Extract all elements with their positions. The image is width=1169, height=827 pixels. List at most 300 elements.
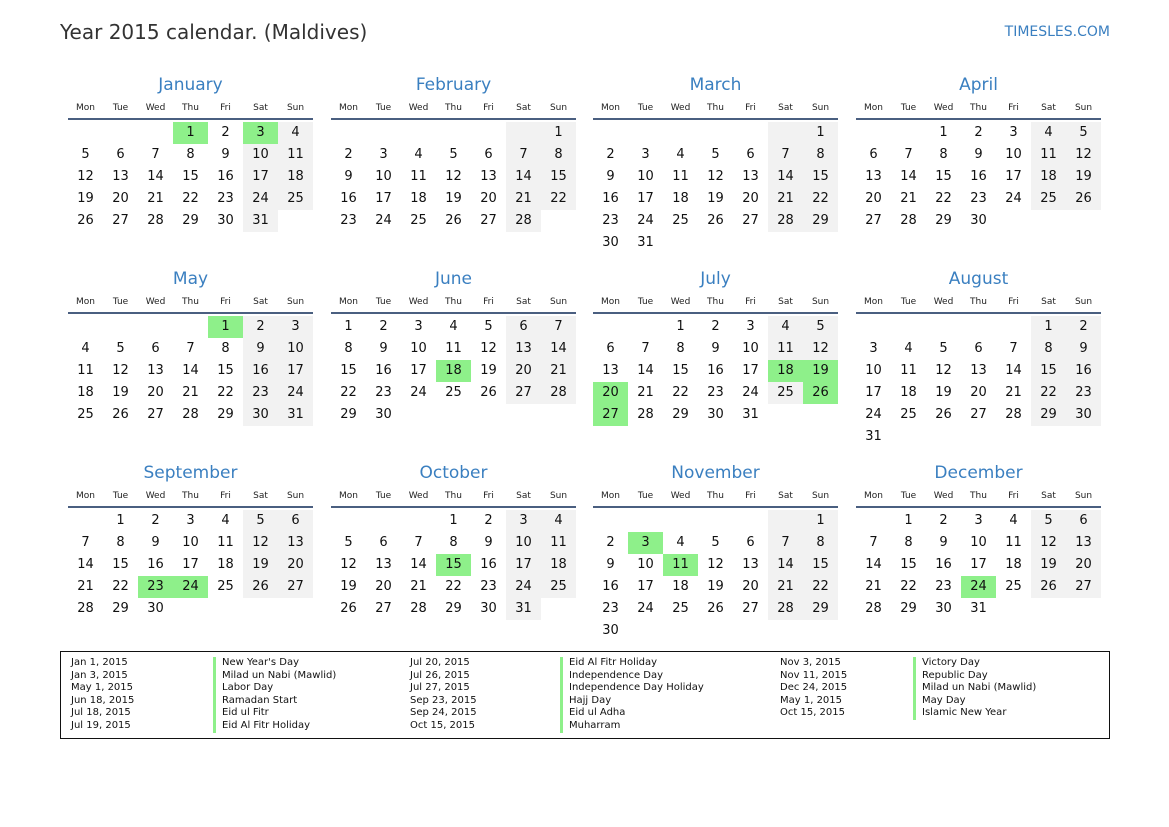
- weekday-label: Sun: [1074, 297, 1093, 307]
- day-cell: 3: [746, 319, 755, 334]
- day-cell: 25: [1005, 579, 1022, 594]
- day-cell: 17: [637, 191, 654, 206]
- day-cell: 3: [974, 513, 983, 528]
- day-cell: 2: [221, 125, 230, 140]
- day-cell: 18: [672, 191, 689, 206]
- empty-cell: [331, 510, 366, 532]
- empty-cell: [103, 316, 138, 338]
- weekday-header: [331, 292, 576, 314]
- day-cell: 3: [186, 513, 195, 528]
- day-cell: 7: [869, 535, 878, 550]
- weekday-header: [593, 292, 838, 314]
- weekend-day: 12: [803, 338, 838, 360]
- weekday-label: Thu: [182, 103, 199, 113]
- weekday-label: Tue: [112, 103, 129, 113]
- weekend-day: 29: [1031, 404, 1066, 426]
- weekday-label: Tue: [900, 297, 917, 307]
- weekend-day: 3: [278, 316, 313, 338]
- day-cell: 16: [147, 557, 164, 572]
- month-september: [68, 460, 313, 620]
- weekday-label: Fri: [483, 103, 494, 113]
- weekday-label: Tue: [900, 491, 917, 501]
- day-cell: 17: [182, 557, 199, 572]
- day-cell: 8: [939, 147, 948, 162]
- day-cell: 30: [602, 235, 619, 250]
- holiday-day: 1: [208, 316, 243, 338]
- day-cell: 24: [865, 407, 882, 422]
- day-cell: 7: [151, 147, 160, 162]
- legend-date: Jul 18, 2015: [71, 707, 131, 719]
- legend-holiday-name: Eid Al Fitr Holiday: [560, 657, 704, 670]
- weekend-day: 2: [1066, 316, 1101, 338]
- day-cell: 23: [340, 213, 357, 228]
- day-cell: 3: [1009, 125, 1018, 140]
- empty-cell: [768, 232, 803, 254]
- month-name: October: [419, 463, 488, 483]
- weekend-day: 4: [768, 316, 803, 338]
- weekday-label: Mon: [601, 103, 620, 113]
- weekday-header: [593, 486, 838, 508]
- legend-names: [560, 657, 704, 733]
- empty-cell: [961, 316, 996, 338]
- weekend-day: 13: [506, 338, 541, 360]
- holiday-day: 27: [593, 404, 628, 426]
- day-cell: 21: [900, 191, 917, 206]
- day-cell: 31: [970, 601, 987, 616]
- weekday-label: Thu: [445, 491, 462, 501]
- empty-cell: [331, 122, 366, 144]
- month-february: [331, 72, 576, 232]
- day-cell: 6: [869, 147, 878, 162]
- day-cell: 29: [182, 213, 199, 228]
- empty-cell: [471, 122, 506, 144]
- day-cell: 15: [935, 169, 952, 184]
- day-cell: 7: [1009, 341, 1018, 356]
- weekend-day: 6: [506, 316, 541, 338]
- day-cell: 23: [480, 579, 497, 594]
- day-cell: 14: [900, 169, 917, 184]
- day-cell: 8: [904, 535, 913, 550]
- day-cell: 12: [340, 557, 357, 572]
- day-cell: 23: [970, 191, 987, 206]
- day-cell: 1: [344, 319, 353, 334]
- weekend-day: 8: [803, 532, 838, 554]
- weekend-day: 29: [803, 598, 838, 620]
- legend-date: Jan 1, 2015: [71, 657, 128, 668]
- day-cell: 25: [672, 601, 689, 616]
- empty-cell: [593, 316, 628, 338]
- month-name: January: [158, 75, 223, 95]
- empty-cell: [803, 620, 838, 642]
- empty-cell: [856, 122, 891, 144]
- day-grid: [856, 510, 1101, 620]
- day-cell: 4: [676, 147, 685, 162]
- day-cell: 5: [711, 147, 720, 162]
- month-name: May: [172, 269, 209, 289]
- day-cell: 15: [112, 557, 129, 572]
- legend-holiday-name: Ramadan Start: [213, 695, 336, 708]
- weekend-day: 23: [1066, 382, 1101, 404]
- day-cell: 4: [1009, 513, 1018, 528]
- weekend-day: 6: [278, 510, 313, 532]
- weekday-label: Sat: [516, 491, 531, 501]
- day-grid: [68, 510, 313, 620]
- weekday-label: Sun: [811, 297, 830, 307]
- month-name: December: [934, 463, 1023, 483]
- weekday-label: Sun: [1074, 103, 1093, 113]
- day-cell: 26: [480, 385, 497, 400]
- day-cell: 10: [742, 341, 759, 356]
- day-cell: 27: [112, 213, 129, 228]
- legend-date: Jan 3, 2015: [71, 669, 128, 681]
- weekday-label: Sun: [549, 103, 568, 113]
- weekend-day: 19: [243, 554, 278, 576]
- empty-cell: [471, 404, 506, 426]
- empty-cell: [436, 404, 471, 426]
- weekday-label: Tue: [375, 103, 392, 113]
- empty-cell: [436, 122, 471, 144]
- weekend-day: 24: [506, 576, 541, 598]
- empty-cell: [926, 426, 961, 448]
- weekend-day: 2: [243, 316, 278, 338]
- day-cell: 30: [602, 623, 619, 638]
- weekday-header: [68, 292, 313, 314]
- day-cell: 17: [1005, 169, 1022, 184]
- legend-date: Nov 11, 2015: [780, 669, 848, 681]
- day-cell: 12: [77, 169, 94, 184]
- weekend-day: 11: [1031, 144, 1066, 166]
- day-cell: 20: [480, 191, 497, 206]
- legend-holiday-name: Milad un Nabi (Mawlid): [213, 670, 336, 683]
- day-cell: 8: [221, 341, 230, 356]
- empty-cell: [698, 620, 733, 642]
- day-cell: 13: [970, 363, 987, 378]
- day-cell: 20: [147, 385, 164, 400]
- weekday-label: Thu: [970, 103, 987, 113]
- day-cell: 18: [77, 385, 94, 400]
- day-cell: 28: [900, 213, 917, 228]
- legend-holiday-name: Islamic New Year: [913, 707, 1036, 720]
- day-cell: 20: [865, 191, 882, 206]
- weekday-label: Thu: [970, 297, 987, 307]
- day-grid: [856, 122, 1101, 232]
- weekday-label: Mon: [76, 491, 95, 501]
- day-cell: 17: [865, 385, 882, 400]
- weekend-day: 7: [768, 144, 803, 166]
- weekday-header: [331, 486, 576, 508]
- weekend-day: 18: [541, 554, 576, 576]
- day-cell: 3: [869, 341, 878, 356]
- day-cell: 4: [676, 535, 685, 550]
- weekday-label: Sun: [811, 491, 830, 501]
- weekday-label: Sun: [286, 297, 305, 307]
- weekday-label: Fri: [745, 491, 756, 501]
- day-cell: 3: [641, 147, 650, 162]
- weekend-day: 5: [803, 316, 838, 338]
- weekday-label: Sat: [253, 103, 268, 113]
- weekday-label: Fri: [745, 297, 756, 307]
- legend-date: Nov 3, 2015: [780, 657, 841, 668]
- weekend-day: 12: [1066, 144, 1101, 166]
- weekend-day: 29: [803, 210, 838, 232]
- holiday-day: 20: [593, 382, 628, 404]
- weekend-day: 25: [1031, 188, 1066, 210]
- month-november: [593, 460, 838, 642]
- day-cell: 23: [602, 213, 619, 228]
- day-cell: 6: [379, 535, 388, 550]
- weekend-day: 18: [1031, 166, 1066, 188]
- day-cell: 7: [641, 341, 650, 356]
- weekday-label: Wed: [670, 491, 691, 501]
- day-cell: 25: [900, 407, 917, 422]
- day-cell: 5: [484, 319, 493, 334]
- weekday-label: Tue: [637, 491, 654, 501]
- weekday-label: Fri: [220, 491, 231, 501]
- day-cell: 14: [77, 557, 94, 572]
- empty-cell: [803, 232, 838, 254]
- weekend-day: 20: [506, 360, 541, 382]
- day-cell: 20: [742, 579, 759, 594]
- day-cell: 13: [375, 557, 392, 572]
- day-cell: 6: [746, 535, 755, 550]
- weekday-header: [856, 486, 1101, 508]
- weekday-label: Sat: [1041, 297, 1056, 307]
- holiday-day: 15: [436, 554, 471, 576]
- day-cell: 22: [340, 385, 357, 400]
- weekend-day: 4: [278, 122, 313, 144]
- day-cell: 25: [445, 385, 462, 400]
- legend-date: Oct 15, 2015: [780, 707, 845, 719]
- empty-cell: [208, 598, 243, 620]
- day-cell: 9: [221, 147, 230, 162]
- day-cell: 1: [449, 513, 458, 528]
- day-cell: 4: [221, 513, 230, 528]
- day-cell: 29: [112, 601, 129, 616]
- day-cell: 12: [707, 169, 724, 184]
- empty-cell: [768, 122, 803, 144]
- weekend-day: 26: [243, 576, 278, 598]
- weekend-day: 16: [243, 360, 278, 382]
- weekend-day: 15: [541, 166, 576, 188]
- weekday-label: Tue: [900, 103, 917, 113]
- month-name: September: [143, 463, 238, 483]
- day-cell: 3: [414, 319, 423, 334]
- empty-cell: [768, 404, 803, 426]
- weekend-day: 12: [243, 532, 278, 554]
- holiday-legend: [60, 651, 1110, 739]
- day-cell: 12: [707, 557, 724, 572]
- weekday-label: Mon: [864, 491, 883, 501]
- empty-cell: [628, 122, 663, 144]
- weekday-label: Wed: [408, 297, 429, 307]
- day-cell: 15: [672, 363, 689, 378]
- weekday-label: Sun: [286, 491, 305, 501]
- day-cell: 13: [112, 169, 129, 184]
- empty-cell: [138, 316, 173, 338]
- day-cell: 13: [147, 363, 164, 378]
- month-december: [856, 460, 1101, 620]
- day-cell: 16: [480, 557, 497, 572]
- weekend-day: 14: [506, 166, 541, 188]
- day-cell: 24: [637, 601, 654, 616]
- weekend-day: 15: [803, 166, 838, 188]
- weekday-label: Wed: [145, 103, 166, 113]
- day-cell: 9: [606, 557, 615, 572]
- day-cell: 21: [77, 579, 94, 594]
- day-cell: 12: [445, 169, 462, 184]
- day-cell: 14: [637, 363, 654, 378]
- day-cell: 21: [1005, 385, 1022, 400]
- holiday-day: 19: [803, 360, 838, 382]
- weekday-label: Sat: [778, 297, 793, 307]
- weekday-label: Tue: [637, 103, 654, 113]
- weekday-label: Thu: [445, 103, 462, 113]
- day-cell: 14: [182, 363, 199, 378]
- month-october: [331, 460, 576, 620]
- day-cell: 8: [344, 341, 353, 356]
- empty-cell: [506, 404, 541, 426]
- legend-holiday-name: Eid ul Adha: [560, 707, 704, 720]
- legend-holiday-name: Eid Al Fitr Holiday: [213, 720, 336, 733]
- day-cell: 6: [606, 341, 615, 356]
- weekend-day: 31: [278, 404, 313, 426]
- empty-cell: [68, 122, 103, 144]
- day-cell: 10: [970, 535, 987, 550]
- day-cell: 28: [182, 407, 199, 422]
- weekday-label: Wed: [933, 103, 954, 113]
- day-cell: 29: [445, 601, 462, 616]
- weekend-day: 3: [506, 510, 541, 532]
- month-april: [856, 72, 1101, 232]
- empty-cell: [663, 510, 698, 532]
- weekday-label: Fri: [1008, 103, 1019, 113]
- empty-cell: [1066, 210, 1101, 232]
- legend-holiday-name: Muharram: [560, 720, 704, 733]
- legend-holiday-name: Milad un Nabi (Mawlid): [913, 682, 1036, 695]
- day-grid: [331, 122, 576, 232]
- weekend-day: 14: [541, 338, 576, 360]
- day-cell: 8: [449, 535, 458, 550]
- day-cell: 28: [1005, 407, 1022, 422]
- holiday-day: 18: [768, 360, 803, 382]
- day-cell: 2: [939, 513, 948, 528]
- day-cell: 13: [865, 169, 882, 184]
- weekend-day: 8: [803, 144, 838, 166]
- day-cell: 9: [711, 341, 720, 356]
- holiday-day: 3: [243, 122, 278, 144]
- site-link[interactable]: TIMESLES.COM: [1004, 24, 1110, 40]
- weekend-day: 24: [243, 188, 278, 210]
- day-cell: 29: [935, 213, 952, 228]
- legend-names: [913, 657, 1036, 720]
- day-cell: 11: [217, 535, 234, 550]
- legend-names: [213, 657, 336, 733]
- weekend-day: 19: [1066, 166, 1101, 188]
- empty-cell: [768, 620, 803, 642]
- holiday-day: 18: [436, 360, 471, 382]
- month-name: August: [948, 269, 1009, 289]
- weekday-label: Mon: [339, 297, 358, 307]
- day-cell: 30: [217, 213, 234, 228]
- weekend-day: 21: [768, 576, 803, 598]
- day-cell: 28: [147, 213, 164, 228]
- legend-date: Oct 15, 2015: [410, 719, 475, 731]
- month-january: [68, 72, 313, 232]
- empty-cell: [1031, 598, 1066, 620]
- empty-cell: [663, 232, 698, 254]
- day-cell: 30: [375, 407, 392, 422]
- weekend-day: 26: [1031, 576, 1066, 598]
- day-cell: 29: [217, 407, 234, 422]
- day-cell: 21: [147, 191, 164, 206]
- weekday-label: Sat: [1041, 491, 1056, 501]
- weekend-day: 27: [278, 576, 313, 598]
- empty-cell: [103, 122, 138, 144]
- day-grid: [856, 316, 1101, 448]
- weekend-day: 7: [541, 316, 576, 338]
- holiday-day: 23: [138, 576, 173, 598]
- empty-cell: [401, 122, 436, 144]
- weekday-header: [68, 486, 313, 508]
- weekend-day: 30: [1066, 404, 1101, 426]
- empty-cell: [698, 510, 733, 532]
- weekend-day: 21: [768, 188, 803, 210]
- weekday-label: Fri: [483, 491, 494, 501]
- day-cell: 16: [217, 169, 234, 184]
- legend-holiday-name: New Year's Day: [213, 657, 336, 670]
- day-cell: 15: [900, 557, 917, 572]
- day-cell: 25: [77, 407, 94, 422]
- empty-cell: [803, 404, 838, 426]
- day-cell: 9: [939, 535, 948, 550]
- day-cell: 22: [182, 191, 199, 206]
- day-cell: 5: [344, 535, 353, 550]
- day-cell: 6: [974, 341, 983, 356]
- day-cell: 30: [970, 213, 987, 228]
- day-grid: [331, 316, 576, 426]
- weekday-label: Tue: [375, 297, 392, 307]
- weekday-label: Sat: [778, 103, 793, 113]
- weekday-header: [856, 292, 1101, 314]
- holiday-day: 1: [173, 122, 208, 144]
- empty-cell: [1031, 426, 1066, 448]
- day-cell: 18: [217, 557, 234, 572]
- day-cell: 17: [970, 557, 987, 572]
- day-cell: 10: [637, 169, 654, 184]
- day-cell: 22: [900, 579, 917, 594]
- empty-cell: [1066, 426, 1101, 448]
- weekday-label: Sun: [811, 103, 830, 113]
- empty-cell: [541, 210, 576, 232]
- day-cell: 11: [900, 363, 917, 378]
- day-cell: 2: [151, 513, 160, 528]
- empty-cell: [628, 510, 663, 532]
- day-cell: 23: [602, 601, 619, 616]
- legend-dates: [780, 657, 847, 720]
- weekend-day: 10: [278, 338, 313, 360]
- weekend-day: 30: [243, 404, 278, 426]
- weekday-label: Sat: [516, 297, 531, 307]
- day-cell: 11: [77, 363, 94, 378]
- legend-date: Jul 20, 2015: [410, 657, 470, 668]
- weekend-day: 14: [768, 166, 803, 188]
- day-cell: 6: [151, 341, 160, 356]
- holiday-day: 11: [663, 554, 698, 576]
- day-cell: 28: [77, 601, 94, 616]
- month-name: March: [689, 75, 742, 95]
- day-cell: 14: [147, 169, 164, 184]
- day-cell: 6: [116, 147, 125, 162]
